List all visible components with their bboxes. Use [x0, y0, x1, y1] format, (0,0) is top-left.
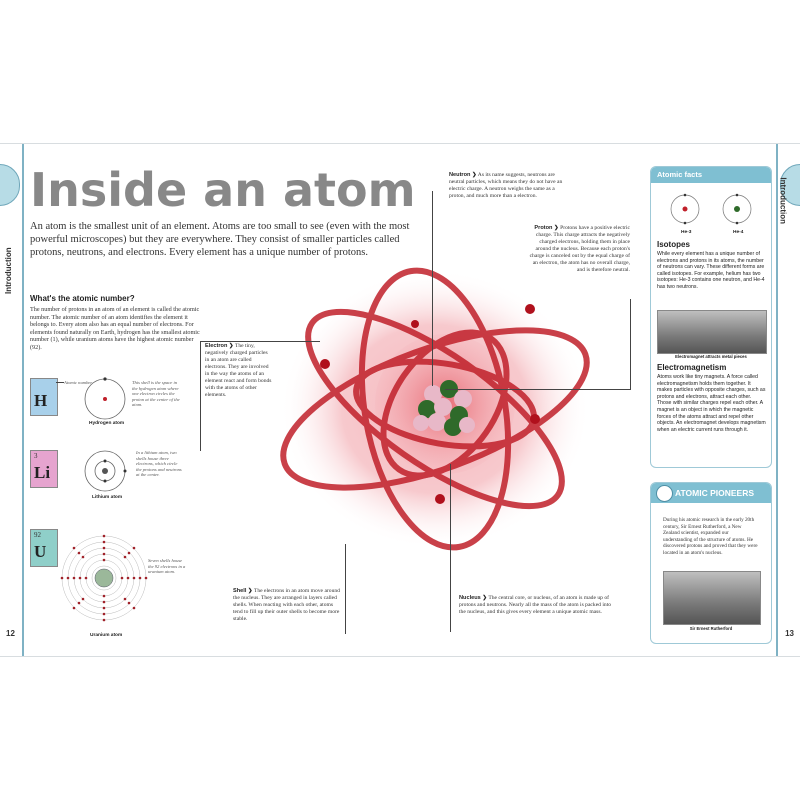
scientist-portrait-icon — [656, 485, 673, 502]
left-page-number: 12 — [6, 629, 15, 638]
electron-label: Electron ❯ — [205, 343, 234, 349]
rutherford-photo — [663, 571, 761, 625]
shell-line — [345, 544, 346, 634]
isotope-label-he3: He-3 — [681, 230, 692, 235]
element-symbol: H — [34, 391, 48, 410]
electron-line — [200, 341, 320, 342]
electron-line-v — [200, 341, 201, 451]
hydrogen-note: This shell is the space in the hydrogen atom where one electron circles the proton at the center of the atom. — [132, 380, 180, 408]
electromagnet-photo-caption: Electromagnet attracts metal pieces — [675, 354, 747, 359]
proton-text: Protons have a positive electric charge. This charge attracts the negatively charged electrons, holding them in place around the nucleus. Because each proton's charge is canceled out by the equal charge of an electron, the atom has no overall charge, and is therefore neutral. — [529, 225, 630, 273]
element-box-lithium — [30, 450, 58, 488]
atomic-pioneers-panel — [650, 482, 772, 644]
electromagnet-photo — [657, 310, 767, 354]
atomic-number-label: Atomic number — [64, 380, 93, 385]
helium-isotopes-diagram — [661, 193, 761, 231]
left-sidebar — [0, 144, 24, 656]
neutron-line — [432, 191, 433, 386]
nucleus-callout — [459, 595, 619, 616]
neutron-callout — [449, 172, 569, 200]
neutron-text: As its name suggests, neutrons are neutral particles, which means they do not have an electric charge. A neutron weighs the same as a proton, and much more than a electron. — [449, 172, 563, 199]
left-tab-bubble — [0, 164, 20, 206]
uranium-caption: Uranium atom — [90, 633, 123, 638]
isotope-label-he4: He-4 — [733, 230, 744, 235]
element-box-hydrogen — [30, 378, 58, 416]
atomic-pioneers-title: ATOMIC PIONEERS — [675, 488, 755, 498]
atomic-facts-title: Atomic facts — [657, 170, 703, 179]
lithium-note: In a lithium atom, two shells house three electrons, which circle the protons and neutrons at the center. — [136, 450, 182, 478]
atom-illustration — [235, 249, 625, 579]
uranium-atom-diagram — [60, 534, 148, 622]
atomic-number-body: The number of protons in an atom of an element is called the atomic number. The atomic number of an atom identifies the element it belongs to. Every atom also has an equal number of electrons. For elements found naturally on Earth, hydrogen has the smallest atomic number (1), while uranium atoms have the highest atomic number (92). — [30, 306, 200, 351]
atomic-pioneers-header — [651, 483, 771, 503]
atomic-facts-panel — [650, 166, 772, 468]
electromagnetism-body: Atoms work like tiny magnets. A force called electromagnetism holds them together. It makes particles with opposite charges, such as protons and electrons, attract each other. Those with similar charges repel each other. A magnet is an object in which the magnetic forces of the atoms attract and repel other objects. An electromagnet develops magnetism when an electric current runs through it. — [657, 374, 766, 433]
uranium-note: Seven shells house the 92 electrons in a uranium atom. — [148, 558, 186, 575]
page-title: Inside an atom — [30, 163, 416, 217]
electron-callout — [205, 343, 273, 399]
hydrogen-atom-diagram — [82, 376, 128, 422]
book-spread — [0, 143, 800, 657]
isotopes-body: While every element has a unique number of electrons and protons in its atoms, the number of neutrons can vary. These different forms are called isotopes. For example, helium has two isotopes: He-3 contains one neutron, and He-4 has two neutrons. — [657, 251, 765, 290]
electromagnetism-heading: Electromagnetism — [657, 363, 727, 372]
electron-text: The tiny, negatively charged particles in an atom are called electrons. They are involved in the way the atoms of an element react and form bonds with the atoms of other elements. — [205, 343, 272, 398]
nucleus-label: Nucleus ❯ — [459, 595, 488, 601]
nucleus-text: The central core, or nucleus, of an atom is made up of protons and neutrons. Nearly all the mass of the atom is packed into the nucleus, and this gives every element a unique atomic mass. — [459, 595, 612, 615]
hydrogen-caption: Hydrogen atom — [89, 421, 125, 426]
neutron-label: Neutron ❯ — [449, 172, 477, 178]
right-page-number: 13 — [785, 629, 794, 638]
intro-paragraph: An atom is the smallest unit of an element. Atoms are too small to see (even with the most powerful microscopes) but they are everywhere. They consist of smaller particles called protons, neutrons, and electrons. Every element has a unique number of protons. — [30, 221, 410, 258]
nucleus-line — [450, 464, 451, 632]
atomic-pioneers-body: During his atomic research in the early 20th century, Sir Ernest Rutherford, a New Zealand scientist, expanded our understanding of the structure of atoms. He discovered protons and proved that they were located in an atom's nucleus. — [663, 517, 758, 556]
atomic-facts-header — [651, 167, 771, 183]
atomic-number-heading: What's the atomic number? — [30, 294, 135, 303]
shell-label: Shell ❯ — [233, 588, 253, 594]
proton-line — [630, 299, 631, 389]
element-number: 92 — [34, 531, 41, 539]
isotopes-heading: Isotopes — [657, 240, 690, 249]
proton-label: Proton ❯ — [534, 225, 559, 231]
shell-callout — [233, 588, 343, 623]
proton-callout — [528, 225, 630, 274]
element-symbol: Li — [34, 463, 51, 482]
element-symbol: U — [34, 542, 47, 561]
element-number: 3 — [34, 452, 38, 460]
shell-text: The electrons in an atom move around the nucleus. They are arranged in layers called shells. When reacting with each other, atoms tend to fill up their outer shells to become more stable. — [233, 588, 340, 622]
element-box-uranium — [30, 529, 58, 567]
lithium-atom-diagram — [82, 448, 128, 494]
right-tab-label: Introduction — [779, 177, 788, 224]
proton-line-h — [445, 389, 631, 390]
lithium-caption: Lithium atom — [92, 495, 123, 500]
left-tab-label: Introduction — [4, 247, 13, 294]
rutherford-caption: Sir Ernest Rutherford — [689, 626, 733, 631]
